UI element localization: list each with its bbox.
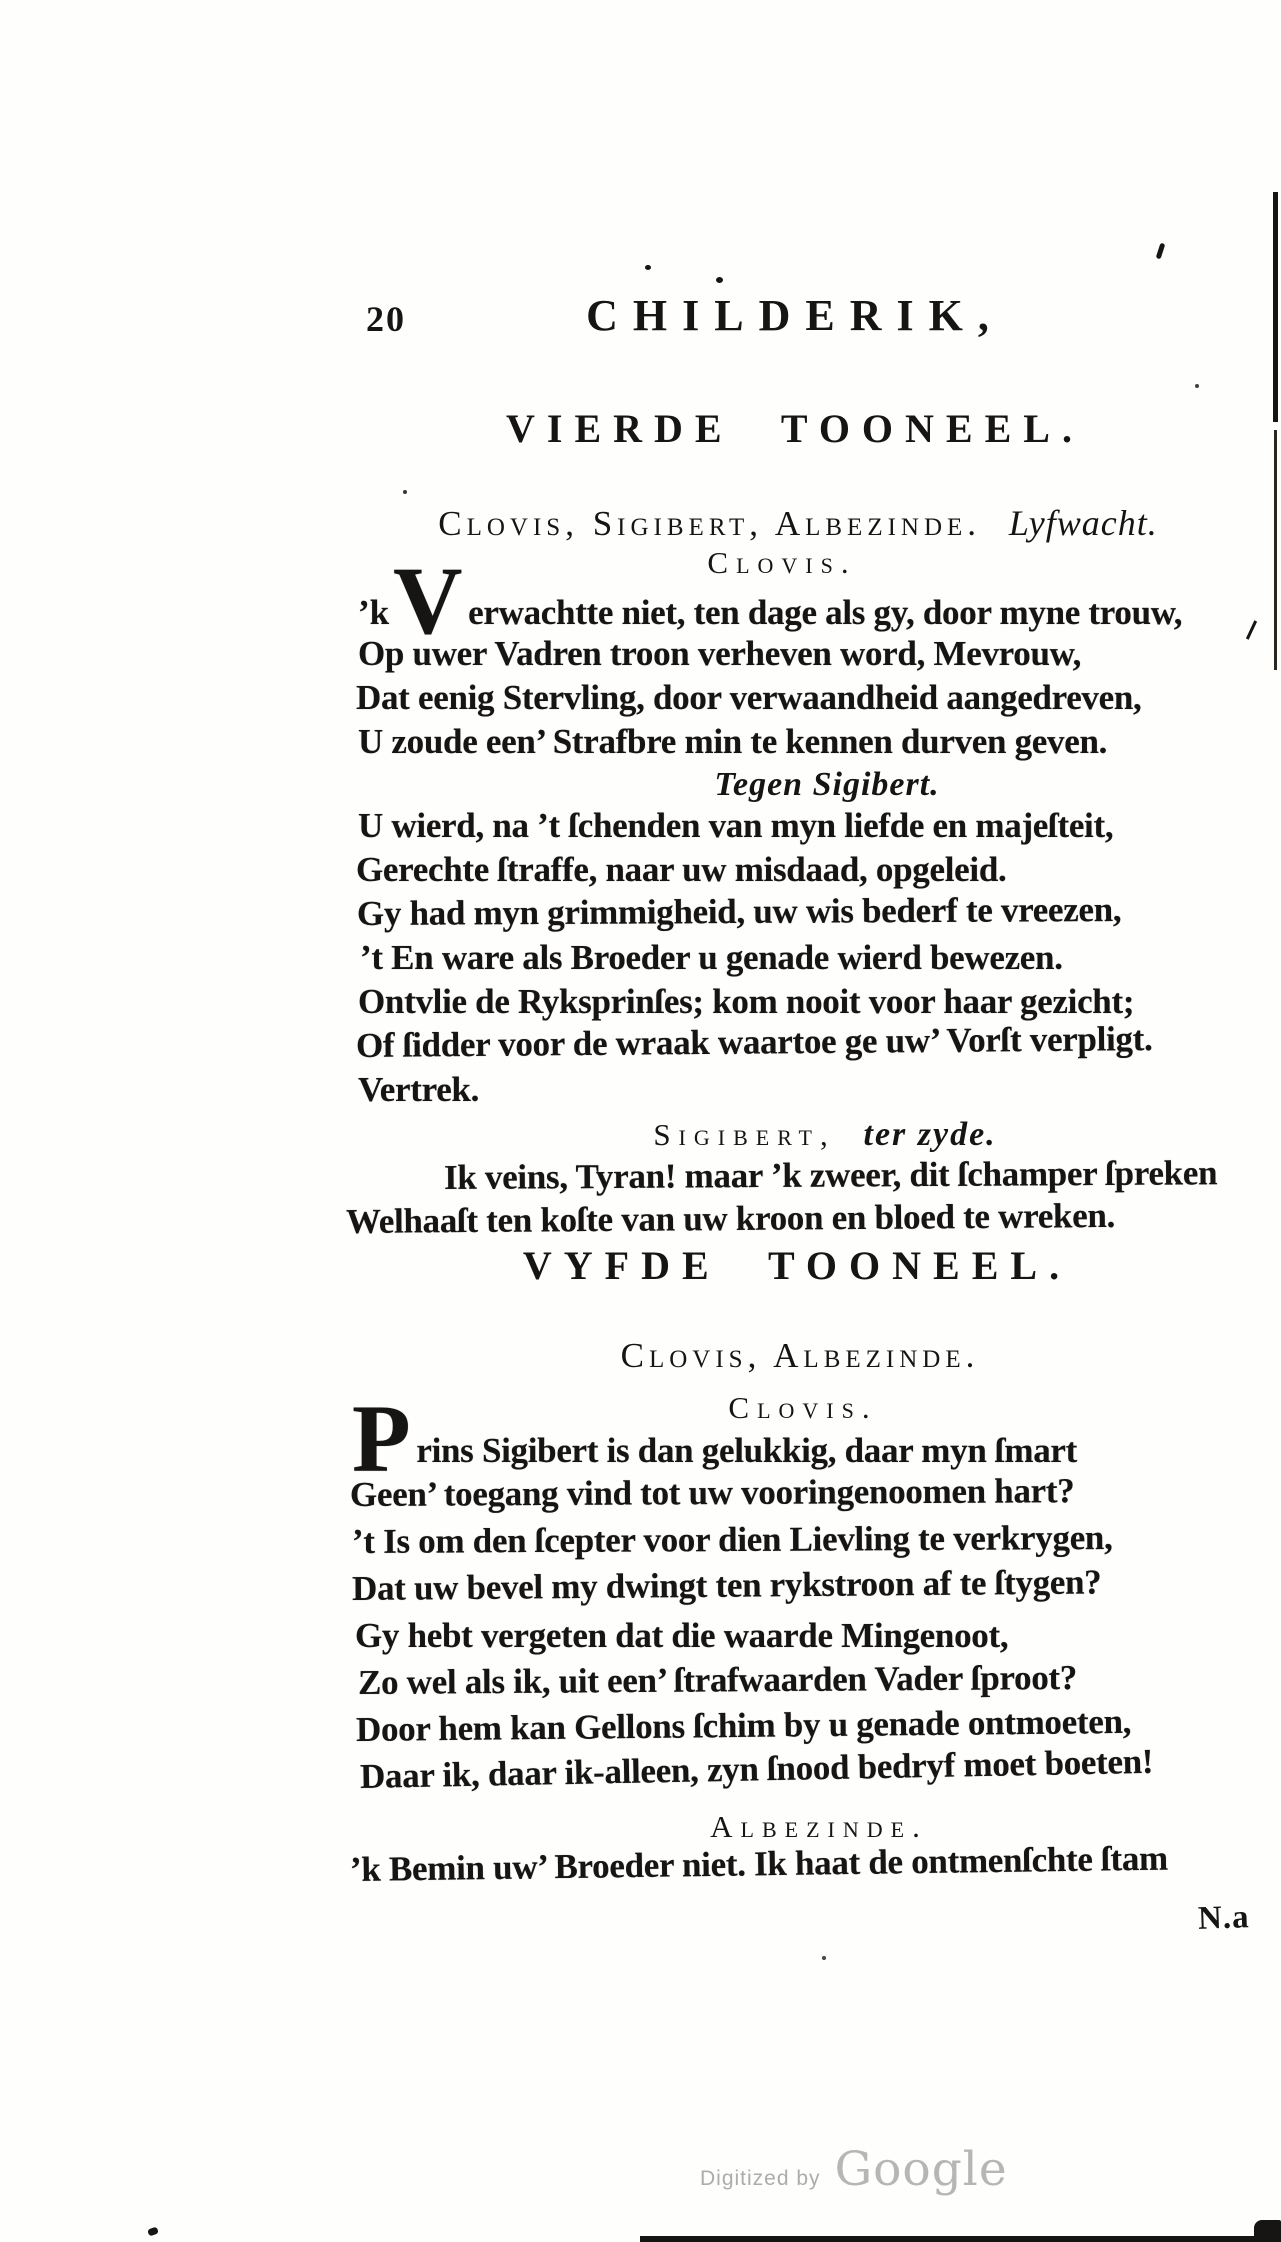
google-logo: Google (834, 2142, 1008, 2197)
verse-line: Zo wel als ik, uit een’ ſtrafwaarden Vader ſproot? (357, 1657, 1078, 1702)
ink-mark (1246, 620, 1257, 639)
scene-4-characters: Clovis, Sigibert, Albezinde. (438, 504, 982, 543)
running-header-title: CHILDERIK, (586, 291, 1004, 340)
ink-speck (147, 2227, 159, 2237)
verse-line: Prins Sigibert is dan gelukkig, daar myn ſmart (352, 1385, 1078, 1492)
scene-4-character-list (315, 502, 1281, 544)
verse-line: ’k Bemin uw’ Broeder niet. Ik haat de ontmenſchte ſtam (349, 1838, 1169, 1889)
verse-line: Op uwer Vadren troon verheven word, Mevrouw, (358, 634, 1082, 673)
verse-line: Daar ik, daar ik-alleen, zyn ſnood bedryf moet boeten! (359, 1741, 1154, 1796)
verse-text: erwachtte niet, ten dage als gy, door myne trouw, (468, 593, 1183, 632)
stage-direction-tegen-sigibert: Tegen Sigibert. (714, 766, 940, 803)
ink-mark (1156, 243, 1166, 260)
verse-line: Of ſidder voor de wraak waartoe ge uw’ Vorſt verpligt. (355, 1019, 1153, 1065)
speaker-heading-clovis: Clovis. (707, 545, 857, 580)
verse-line: Dat uw bevel my dwingt ten rykstroon af te ſtygen? (351, 1562, 1102, 1608)
ink-speck (403, 490, 407, 494)
verse-line: U zoude een’ Strafbre min te kennen durven geven. (358, 722, 1108, 761)
verse-line: Gerechte ſtraffe, naar uw misdaad, opgeleid. (356, 850, 1007, 889)
scene-4-characters-note: Lyfwacht. (1008, 503, 1158, 543)
verse-text: rins Sigibert is dan gelukkig, daar myn ſmart (416, 1431, 1078, 1470)
speaker-name: Sigibert, (653, 1117, 836, 1152)
digitized-by-google-watermark (700, 2142, 1008, 2197)
ink-speck (645, 265, 651, 270)
verse-line: Ik veins, Tyran! maar ’k zweer, dit ſchamper ſpreken (443, 1153, 1218, 1197)
speaker-stage-note: ter zyde. (863, 1116, 997, 1153)
scene-5-title: VYFDE TOONEEL. (522, 1243, 1072, 1288)
verse-line: Geen’ toegang vind tot uw vooringenoomen hart? (349, 1471, 1075, 1514)
speaker-heading-albezinde: Albezinde. (710, 1809, 928, 1844)
verse-line: U wierd, na ’t ſchenden van myn liefde en majeſteit, (358, 806, 1114, 845)
scan-bottom-bar (640, 2236, 1281, 2242)
verse-line: Welhaaſt ten koſte van uw kroon en bloed te wreken. (345, 1195, 1116, 1241)
ink-speck (1195, 384, 1199, 388)
watermark-text: Digitized by (700, 2167, 821, 2190)
verse-line: Gy had myn grimmigheid, uw wis bederf te vreezen, (356, 889, 1122, 933)
verse-line: ’t Is om den ſcepter voor dien Lievling te verkrygen, (351, 1518, 1113, 1561)
speaker-heading-sigibert (369, 1116, 1281, 1154)
verse-line: ’kV erwachtte niet, ten dage als gy, door myne trouw, (358, 547, 1183, 654)
scan-corner-blob (1254, 2220, 1281, 2242)
verse-line: Ontvlie de Ryksprinſes; kom nooit voor haar gezicht; (358, 982, 1135, 1021)
ink-speck (822, 1956, 826, 1960)
verse-line: Vertrek. (358, 1070, 480, 1109)
verse-line: Gy hebt vergeten dat die waarde Mingenoot, (355, 1616, 1009, 1655)
speaker-heading-clovis-2: Clovis. (728, 1390, 878, 1425)
scene-4-title: VIERDE TOONEEL. (506, 406, 1084, 451)
ink-speck (716, 277, 723, 283)
page-number: 20 (366, 299, 406, 339)
verse-line: Door hem kan Gellons ſchim by u genade ontmoeten, (355, 1701, 1132, 1749)
verse-line: ’t En ware als Broeder u genade wierd bewezen. (360, 938, 1063, 977)
catchword: N.a (1197, 1899, 1251, 1937)
verse-prefix: ’k (358, 593, 390, 632)
page-edge-line (1274, 430, 1277, 670)
page-edge-line (1273, 192, 1278, 422)
verse-line: Dat eenig Stervling, door verwaandheid aangedreven, (356, 678, 1142, 717)
scene-5-character-list: Clovis, Albezinde. (620, 1336, 980, 1375)
